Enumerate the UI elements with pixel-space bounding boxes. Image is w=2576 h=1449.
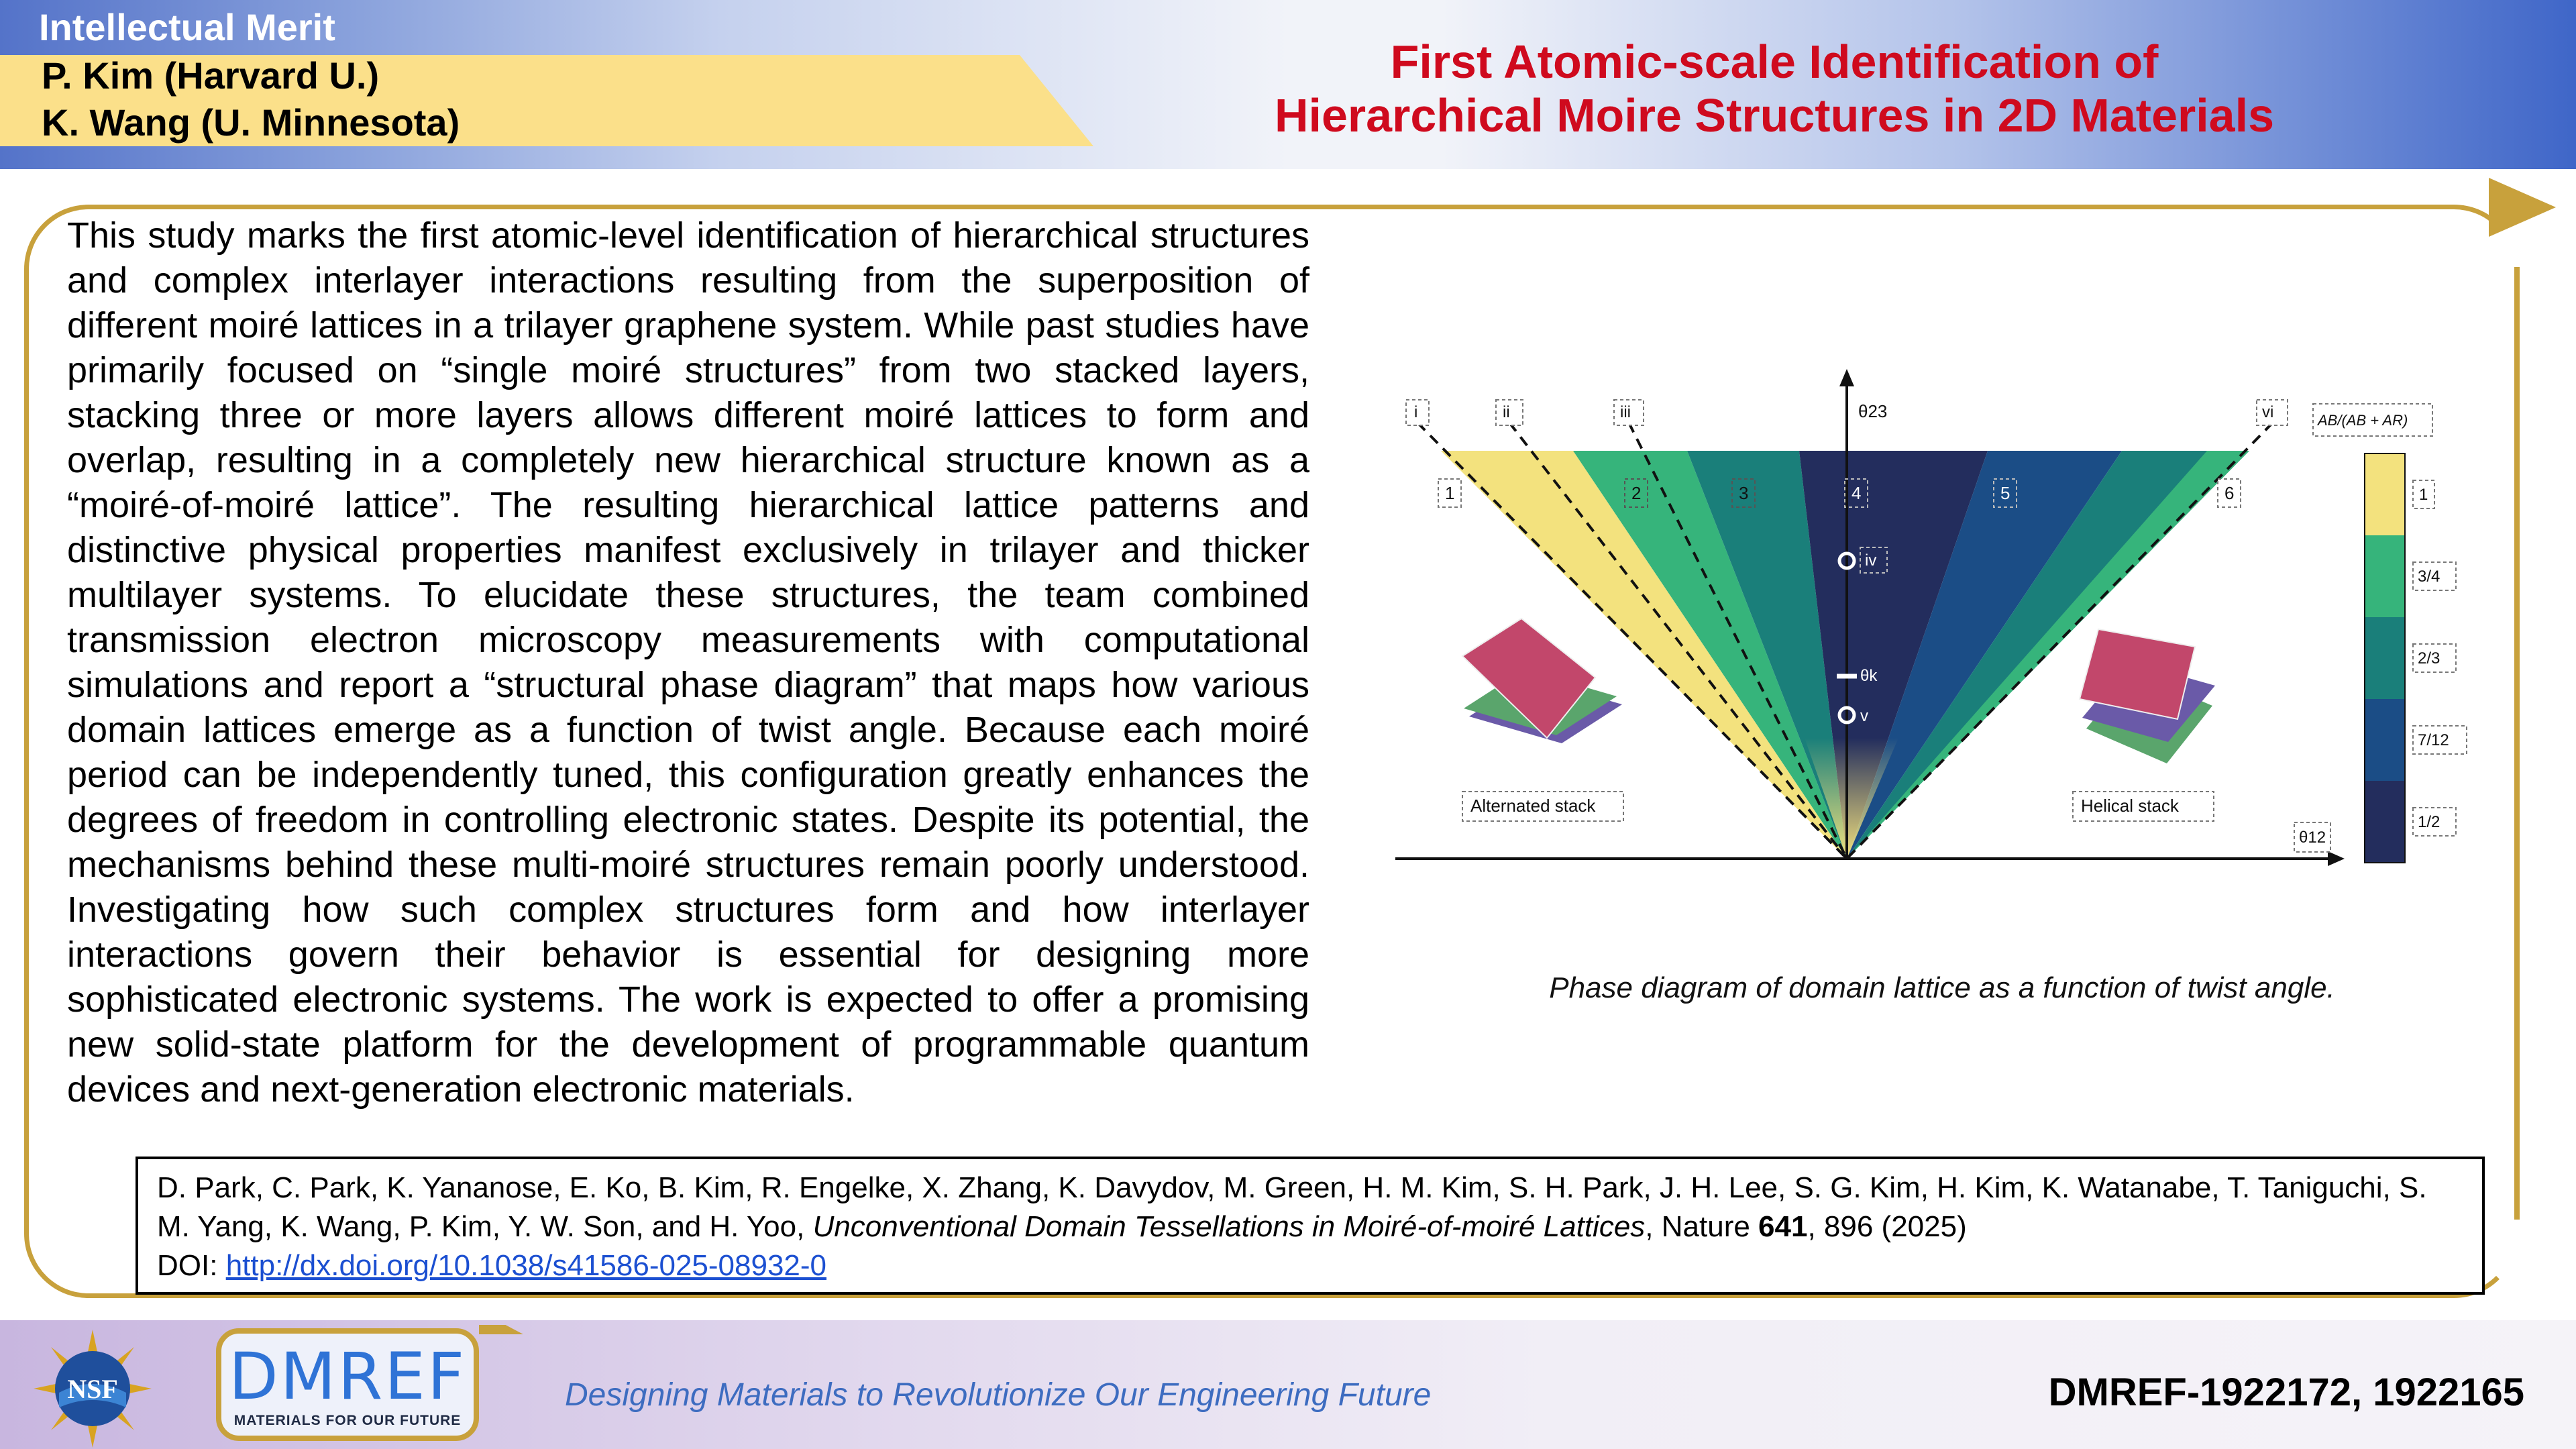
- svg-text:iii: iii: [1620, 403, 1631, 421]
- svg-text:v: v: [1860, 707, 1868, 725]
- svg-text:3: 3: [1739, 483, 1749, 503]
- colorbar-title: [2313, 404, 2432, 436]
- reference-box: [136, 1157, 2485, 1295]
- dmref-tagline: MATERIALS FOR OUR FUTURE: [233, 1413, 462, 1428]
- pi-name-1: P. Kim (Harvard U.): [42, 54, 380, 97]
- helical-stack-label: [2073, 792, 2214, 821]
- reference-volume: 641: [1758, 1210, 1808, 1243]
- frame-right-edge: [2514, 267, 2520, 1220]
- header-banner: [0, 0, 2576, 169]
- y-axis-label: θ23: [1858, 401, 1888, 421]
- svg-text:Helical stack: Helical stack: [2081, 796, 2179, 816]
- svg-text:7/12: 7/12: [2418, 731, 2449, 749]
- svg-text:NSF: NSF: [67, 1374, 118, 1404]
- reference-pages-year: , 896 (2025): [1807, 1210, 1967, 1243]
- footer-slogan: Designing Materials to Revolutionize Our Engineering Future: [565, 1377, 1432, 1413]
- colorbar-tick-2-3: [2413, 644, 2456, 672]
- doi-label: DOI:: [157, 1249, 218, 1282]
- reference-article-title: Unconventional Domain Tessellations in Moiré-of-moiré Lattices: [812, 1210, 1646, 1243]
- reference-journal: , Nature: [1645, 1210, 1759, 1243]
- figure-caption: Phase diagram of domain lattice as a function of twist angle.: [1549, 971, 2335, 1004]
- title-line-1: First Atomic-scale Identification of: [1390, 36, 2159, 88]
- section-label: Intellectual Merit: [39, 6, 335, 48]
- colorbar-tick-1: [2413, 480, 2434, 508]
- svg-text:θ12: θ12: [2299, 828, 2326, 847]
- y-axis-arrow-icon: [1839, 369, 1854, 386]
- svg-text:5: 5: [2000, 483, 2010, 503]
- svg-text:6: 6: [2224, 483, 2235, 503]
- colorbar: [2365, 453, 2405, 863]
- svg-text:AB/(AB + AR): AB/(AB + AR): [2318, 412, 2408, 429]
- svg-text:1: 1: [2419, 486, 2428, 504]
- svg-text:1: 1: [1445, 483, 1455, 503]
- dmref-logo-text: DMREF: [228, 1339, 467, 1414]
- body-paragraph: This study marks the first atomic-level identification of hierarchical structures and complex interlayer interactions resulting from the superposition of different moiré lattices in a trilayer graphene system. While past studies have primarily focused on “single moiré structures” from two stacked layers, stacking three or more layers allows different moiré lattices to form and overlap, resulting in a completely new hierarchical structure known as a “moiré-of-moiré lattice”. The resulting hierarchical lattice patterns and distinctive physical properties manifest exclusively in trilayer and thicker multilayer systems. To elucidate these structures, the team combined transmission electron microscopy measurements with computational simulations and report a “structural phase diagram” that maps how various domain lattices emerge as a function of twist angle. Because each moiré period can be independently tuned, this configuration greatly enhances the degrees of freedom in controlling electronic states. Despite its potential, the mechanisms behind these multi-moiré structures remain poorly understood. Investigating how such complex structures form and how interlayer interactions govern their behavior is essential for designing more sophisticated electronic systems. The work is expected to offer a promising new solid-state platform for the development of programmable quantum devices and next-generation electronic materials.: [67, 215, 1309, 1110]
- svg-text:iv: iv: [1865, 551, 1877, 570]
- colorbar-tick-7-12: [2413, 726, 2467, 754]
- phase-diagram-figure: [1389, 362, 2489, 879]
- svg-text:4: 4: [1851, 483, 1862, 503]
- boundary-label-ii: [1496, 400, 1523, 425]
- svg-text:Alternated stack: Alternated stack: [1470, 796, 1596, 816]
- colorbar-tick-3-4: [2413, 562, 2456, 590]
- svg-text:2/3: 2/3: [2418, 649, 2440, 667]
- alternated-stack-label: [1462, 792, 1623, 821]
- colorbar-tick-1-2: [2413, 808, 2456, 836]
- x-axis-arrow-icon: [2328, 851, 2345, 866]
- boundary-label-iii: [1614, 400, 1644, 425]
- nsf-logo: [32, 1328, 153, 1449]
- award-numbers: DMREF-1922172, 1922165: [2048, 1371, 2524, 1414]
- pi-name-2: K. Wang (U. Minnesota): [42, 101, 460, 144]
- slide-title: [1187, 35, 2361, 142]
- dmref-logo: [216, 1328, 479, 1441]
- region-label-6: [2218, 479, 2241, 507]
- svg-text:3/4: 3/4: [2418, 568, 2440, 586]
- svg-text:vi: vi: [2262, 403, 2274, 421]
- svg-text:i: i: [1414, 403, 1418, 421]
- svg-text:θk: θk: [1860, 667, 1878, 685]
- title-line-2: Hierarchical Moire Structures in 2D Materials: [1275, 89, 2274, 142]
- alternated-stack-icon: [1462, 619, 1622, 743]
- helical-stack-icon: [2080, 629, 2215, 763]
- svg-text:ii: ii: [1503, 403, 1510, 421]
- frame-arrow-icon: [2489, 178, 2556, 237]
- boundary-label-vi: [2257, 400, 2288, 425]
- svg-text:2: 2: [1631, 483, 1642, 503]
- svg-text:1/2: 1/2: [2418, 813, 2440, 831]
- boundary-label-i: [1406, 400, 1429, 425]
- region-label-1: [1438, 479, 1461, 507]
- doi-link[interactable]: http://dx.doi.org/10.1038/s41586-025-08932-0: [225, 1249, 827, 1282]
- x-axis-label-box: [2294, 822, 2330, 852]
- reference-authors: D. Park, C. Park, K. Yananose, E. Ko, B. Kim, R. Engelke, X. Zhang, K. Davydov, M. Green, H. M. Kim, S. H. Park, J. H. Lee, S. G. Kim, H. Kim, K. Watanabe, T. Taniguchi, S. M. Yang, K. Wang, P. Kim, Y. W. Son, and H. Yoo,: [157, 1171, 2427, 1243]
